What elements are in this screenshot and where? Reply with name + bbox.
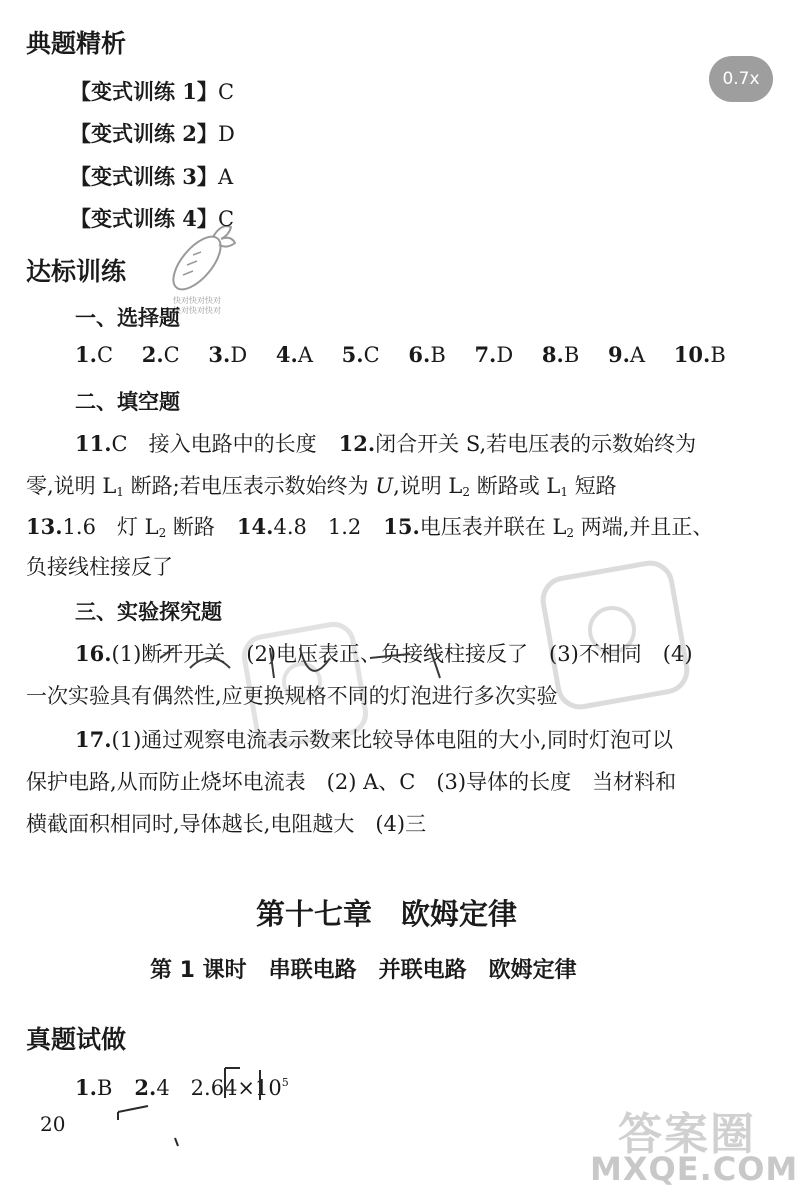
- choice-item: 2.C: [141, 342, 180, 367]
- experiment-line-2: 一次实验具有偶然性,应更换规格不同的灯泡进行多次实验: [26, 684, 558, 708]
- subsection-experiment: 三、实验探究题: [75, 600, 222, 624]
- fill-line-3: 13.1.6 灯 $L_2$ 断路 14.4.8 1.2 15.电压表并联在 $L_2$ 两端,并且正、: [26, 514, 714, 540]
- choice-item: 1.C: [75, 342, 114, 367]
- fill-line-4: 负接线柱接反了: [26, 555, 173, 579]
- site-watermark-url: MXQE.COM: [590, 1150, 799, 1188]
- zoom-badge[interactable]: 0.7x: [709, 56, 773, 102]
- variant-3: [70, 161, 233, 191]
- page-number: 20: [40, 1112, 66, 1136]
- variant-label: 【变式训练 3】: [70, 164, 218, 189]
- choice-item: 4.A: [275, 342, 313, 367]
- choice-answers: [75, 342, 726, 367]
- experiment-line-4: 保护电路,从而防止烧坏电流表 (2) A、C (3)导体的长度 当材料和: [26, 770, 677, 794]
- choice-item: 7.D: [474, 342, 514, 367]
- choice-item: 8.B: [541, 342, 580, 367]
- variant-label: 【变式训练 4】: [70, 206, 218, 231]
- choice-item: 3.D: [208, 342, 248, 367]
- choice-item: 9.A: [607, 342, 646, 367]
- variant-2: [70, 118, 235, 148]
- variant-answer: A: [217, 165, 234, 189]
- chapter-title: 第十七章 欧姆定律: [256, 897, 518, 931]
- variant-label: 【变式训练 1】: [70, 79, 218, 104]
- experiment-line-5: 横截面积相同时,导体越长,电阻越大 (4)三: [26, 812, 427, 836]
- choice-item: 5.C: [341, 342, 380, 367]
- watermark-small-text: 快对快对快对 快对快对快对: [173, 296, 221, 315]
- fill-line-1: 11.C 接入电路中的长度 12.闭合开关 S,若电压表的示数始终为: [75, 431, 697, 456]
- fill-line-2: 零,说明 $L_1$ 断路;若电压表示数始终为 U,说明 $L_2$ 断路或 $L_1$ 短路: [26, 474, 617, 499]
- variant-1: [70, 76, 234, 106]
- experiment-line-1: 16.(1)断开开关 (2)电压表正、负接线柱接反了 (3)不相同 (4): [75, 641, 693, 666]
- watermark-badge-right: [540, 560, 690, 710]
- variant-answer: C: [217, 207, 235, 231]
- subsection-fill: 二、填空题: [75, 390, 180, 414]
- variant-answer: C: [217, 80, 235, 104]
- subsection-choice: 一、选择题: [75, 306, 180, 330]
- zhenti-answers: 1.B 2.4 $2.64\times 10^5$: [75, 1075, 289, 1100]
- lesson-title: 第 1 课时 串联电路 并联电路 欧姆定律: [150, 958, 577, 983]
- handwriting-marks: [110, 1060, 290, 1150]
- choice-item: 10.B: [673, 342, 726, 367]
- variant-label: 【变式训练 2】: [70, 121, 218, 146]
- choice-item: 6.B: [408, 342, 446, 367]
- section-title-zhenti: 真题试做: [26, 1025, 127, 1054]
- handwriting-scribble: [150, 628, 510, 698]
- site-watermark-logo: 答案圈: [618, 1109, 756, 1160]
- experiment-line-3: 17.(1)通过观察电流表示数来比较导体电阻的大小,同时灯泡可以: [75, 727, 673, 752]
- section-title-dabiao: 达标训练: [26, 257, 127, 286]
- variant-4: [70, 203, 234, 233]
- section-title-dianti: 典题精析: [26, 29, 127, 58]
- variant-answer: D: [217, 122, 235, 146]
